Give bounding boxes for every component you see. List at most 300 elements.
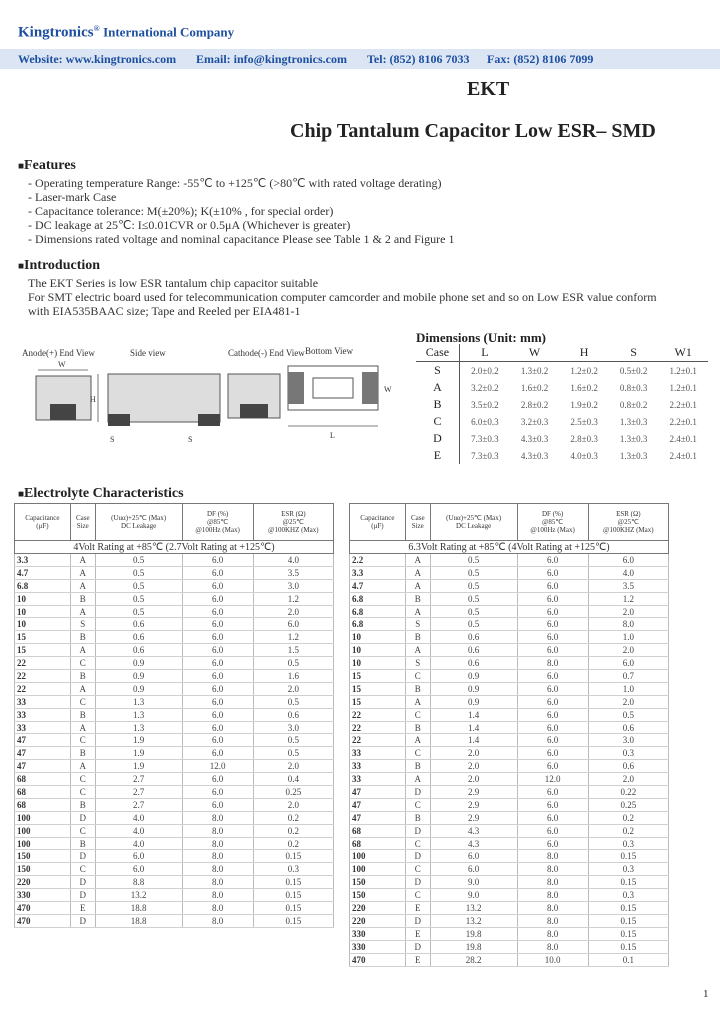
value-cell: 0.5: [95, 592, 182, 605]
value-cell: B: [405, 760, 430, 773]
value-cell: 6.0: [517, 837, 588, 850]
value-cell: 1.2: [588, 592, 668, 605]
intro-line: The EKT Series is low ESR tantalum chip capacitor suitable: [28, 276, 319, 290]
ec-header-line: @100KHZ (Max): [268, 526, 319, 534]
table-row: [15, 876, 334, 889]
svg-text:W: W: [384, 385, 392, 394]
value-cell: C: [405, 863, 430, 876]
table-row: [350, 760, 669, 773]
value-cell: 1.4: [430, 734, 517, 747]
dim-case: A: [416, 379, 459, 396]
value-cell: 6.0: [182, 798, 253, 811]
value-cell: 1.0: [588, 682, 668, 695]
value-cell: 0.9: [95, 657, 182, 670]
cap-cell: 68: [350, 837, 406, 850]
brand-name: Kingtronics: [18, 24, 94, 41]
cap-cell: 150: [350, 876, 406, 889]
dim-value: 2.2±0.1: [669, 416, 697, 427]
value-cell: 6.0: [430, 850, 517, 863]
dim-value: 1.3±0.2: [520, 365, 549, 376]
ec-header-line: (Uuα)+25℃ (Max): [446, 514, 502, 522]
value-cell: 6.0: [182, 554, 253, 567]
value-cell: 1.3: [95, 721, 182, 734]
value-cell: 1.4: [430, 721, 517, 734]
feature-item: - DC leakage at 25℃: I≤0.01CVR or 0.5μA (Whichever is greater): [28, 218, 351, 232]
value-cell: E: [405, 927, 430, 940]
value-cell: 13.2: [430, 914, 517, 927]
cap-cell: 470: [15, 914, 71, 927]
value-cell: 8.0: [182, 824, 253, 837]
table-row: [350, 747, 669, 760]
dim-value: 3.2±0.3: [520, 416, 549, 427]
value-cell: 0.5: [430, 605, 517, 618]
feature-item: - Laser-mark Case: [28, 190, 117, 204]
value-cell: 6.0: [517, 682, 588, 695]
value-cell: 6.0: [182, 708, 253, 721]
ec-header: [95, 504, 182, 541]
value-cell: 0.3: [588, 837, 668, 850]
dim-row: [416, 447, 708, 464]
value-cell: S: [405, 618, 430, 631]
value-cell: 2.0: [588, 644, 668, 657]
cap-cell: 100: [15, 837, 71, 850]
value-cell: 6.0: [95, 850, 182, 863]
table-row: [350, 953, 669, 966]
ec-header-line: (Uuα)+25℃ (Max): [111, 514, 167, 522]
ec-header-line: @25℃: [282, 518, 304, 526]
cap-cell: 33: [350, 760, 406, 773]
table-row: [15, 618, 334, 631]
email-link[interactable]: Email: info@kingtronics.com: [196, 52, 347, 66]
value-cell: 6.0: [517, 786, 588, 799]
dim-value: 2.4±0.1: [669, 450, 697, 461]
value-cell: 6.0: [182, 631, 253, 644]
table-row: [350, 798, 669, 811]
ec-header-line: @100Hz (Max): [530, 526, 575, 534]
dim-case: S: [416, 362, 459, 380]
table-row: [350, 579, 669, 592]
value-cell: 4.0: [95, 837, 182, 850]
cap-cell: 100: [15, 824, 71, 837]
value-cell: 8.0: [182, 811, 253, 824]
value-cell: 0.6: [588, 721, 668, 734]
dim-value: 7.3±0.3: [471, 450, 499, 461]
value-cell: 1.3: [95, 708, 182, 721]
value-cell: 6.0: [182, 566, 253, 579]
value-cell: 8.0: [517, 940, 588, 953]
value-cell: 6.0: [182, 734, 253, 747]
rating-label: 4Volt Rating at +85℃ (2.7Volt Rating at +125℃): [15, 541, 334, 554]
dim-value: 1.3±0.3: [619, 450, 648, 461]
cap-cell: 33: [350, 747, 406, 760]
value-cell: B: [70, 747, 95, 760]
value-cell: C: [70, 863, 95, 876]
value-cell: 6.0: [182, 670, 253, 683]
value-cell: A: [70, 644, 95, 657]
table-row: [350, 773, 669, 786]
cap-cell: 68: [15, 786, 71, 799]
value-cell: 3.5: [588, 579, 668, 592]
dim-value: 2.8±0.3: [570, 433, 598, 444]
table-row: [350, 554, 669, 567]
dim-row: [416, 396, 708, 413]
table-row: [15, 837, 334, 850]
table-row: [350, 889, 669, 902]
value-cell: 0.9: [95, 670, 182, 683]
dim-value: 4.3±0.3: [520, 433, 549, 444]
cap-cell: 4.7: [15, 566, 71, 579]
table-row: [350, 618, 669, 631]
value-cell: 13.2: [430, 902, 517, 915]
cap-cell: 10: [350, 631, 406, 644]
value-cell: B: [70, 798, 95, 811]
cap-cell: 6.8: [15, 579, 71, 592]
value-cell: A: [405, 554, 430, 567]
cap-cell: 47: [15, 760, 71, 773]
value-cell: 4.0: [95, 811, 182, 824]
value-cell: 6.0: [517, 618, 588, 631]
value-cell: 13.2: [95, 889, 182, 902]
value-cell: 6.0: [182, 682, 253, 695]
rating-row: [15, 541, 334, 554]
value-cell: 8.0: [517, 863, 588, 876]
value-cell: 4.0: [95, 824, 182, 837]
value-cell: 8.0: [517, 914, 588, 927]
ec-header: [15, 504, 71, 541]
dim-row: [416, 413, 708, 430]
cap-cell: 6.8: [350, 592, 406, 605]
value-cell: 4.0: [588, 566, 668, 579]
dim-header: H: [559, 344, 609, 362]
svg-text:S: S: [110, 435, 115, 444]
value-cell: A: [405, 644, 430, 657]
ec-header-line: DC Leakage: [456, 522, 492, 530]
table-row: [350, 592, 669, 605]
value-cell: 0.6: [430, 644, 517, 657]
table-row: [350, 657, 669, 670]
value-cell: 0.15: [253, 876, 333, 889]
table-row: [15, 605, 334, 618]
value-cell: 0.3: [588, 747, 668, 760]
cap-cell: 100: [350, 863, 406, 876]
value-cell: C: [405, 798, 430, 811]
value-cell: 0.1: [588, 953, 668, 966]
value-cell: 0.6: [430, 657, 517, 670]
table-row: [350, 863, 669, 876]
svg-text:L: L: [330, 431, 335, 440]
table-row: [350, 786, 669, 799]
cap-cell: 6.8: [350, 605, 406, 618]
dim-case: C: [416, 413, 459, 430]
dim-value: 2.8±0.2: [520, 399, 549, 410]
value-cell: 6.0: [517, 605, 588, 618]
cap-cell: 6.8: [350, 618, 406, 631]
value-cell: 0.2: [253, 811, 333, 824]
value-cell: 8.0: [517, 927, 588, 940]
value-cell: C: [70, 773, 95, 786]
value-cell: 0.15: [253, 902, 333, 915]
dimensions-title: Dimensions (Unit: mm): [416, 330, 546, 345]
value-cell: 6.0: [517, 644, 588, 657]
value-cell: 6.0: [517, 721, 588, 734]
dim-row: [416, 362, 708, 380]
value-cell: A: [70, 682, 95, 695]
dim-value: 2.5±0.3: [570, 416, 598, 427]
value-cell: 8.8: [95, 876, 182, 889]
cap-cell: 220: [15, 876, 71, 889]
feature-item: - Operating temperature Range: -55℃ to +125℃ (>80℃ with rated voltage derating): [28, 176, 442, 190]
value-cell: 0.15: [588, 927, 668, 940]
dim-value: 0.8±0.3: [619, 382, 648, 393]
table-row: [15, 682, 334, 695]
value-cell: 0.9: [430, 695, 517, 708]
value-cell: 0.6: [430, 631, 517, 644]
feature-item: - Dimensions rated voltage and nominal capacitance Please see Table 1 & 2 and Figure 1: [28, 232, 455, 246]
cathode-end-view: [228, 374, 280, 418]
value-cell: 1.5: [253, 644, 333, 657]
value-cell: 0.22: [588, 786, 668, 799]
value-cell: 0.2: [253, 837, 333, 850]
value-cell: 2.0: [588, 695, 668, 708]
value-cell: 6.0: [517, 747, 588, 760]
cap-cell: 22: [15, 682, 71, 695]
dim-value: 4.0±0.3: [570, 450, 598, 461]
table-row: [350, 708, 669, 721]
value-cell: 4.3: [430, 824, 517, 837]
dimensions-table: [416, 344, 708, 464]
cap-cell: 33: [350, 773, 406, 786]
value-cell: 4.0: [253, 554, 333, 567]
value-cell: 6.0: [182, 721, 253, 734]
value-cell: 0.25: [588, 798, 668, 811]
value-cell: 3.5: [253, 566, 333, 579]
value-cell: D: [70, 914, 95, 927]
value-cell: 19.8: [430, 927, 517, 940]
value-cell: 8.0: [517, 850, 588, 863]
ec-header-line: Size: [411, 522, 424, 530]
value-cell: 0.3: [588, 863, 668, 876]
cap-cell: 150: [15, 863, 71, 876]
table-row: [350, 876, 669, 889]
table-row: [15, 566, 334, 579]
value-cell: 1.4: [430, 708, 517, 721]
value-cell: 2.0: [253, 798, 333, 811]
table-row: [15, 798, 334, 811]
value-cell: 0.9: [430, 670, 517, 683]
dim-case: B: [416, 396, 459, 413]
table-row: [15, 670, 334, 683]
value-cell: S: [70, 618, 95, 631]
cap-cell: 220: [350, 914, 406, 927]
value-cell: A: [405, 695, 430, 708]
table-row: [15, 734, 334, 747]
value-cell: B: [405, 592, 430, 605]
value-cell: D: [70, 876, 95, 889]
value-cell: 6.0: [517, 695, 588, 708]
table-row: [350, 644, 669, 657]
value-cell: C: [405, 747, 430, 760]
table-row: [350, 850, 669, 863]
ec-header-line: ESR (Ω): [616, 510, 641, 518]
features-list: [28, 176, 454, 246]
value-cell: 0.25: [253, 786, 333, 799]
value-cell: 2.0: [430, 773, 517, 786]
product-title: Chip Tantalum Capacitor Low ESR– SMD: [290, 120, 656, 142]
value-cell: 6.0: [182, 657, 253, 670]
ec-header-line: Size: [76, 522, 89, 530]
table-row: [15, 721, 334, 734]
ec-header: [253, 504, 333, 541]
electrolyte-table-right: [349, 503, 669, 967]
value-cell: 0.15: [588, 902, 668, 915]
cap-cell: 15: [350, 682, 406, 695]
value-cell: 6.0: [430, 863, 517, 876]
ec-header-line: (μF): [371, 522, 384, 530]
value-cell: 0.9: [430, 682, 517, 695]
value-cell: 6.0: [517, 734, 588, 747]
value-cell: B: [70, 708, 95, 721]
cap-cell: 470: [350, 953, 406, 966]
cap-cell: 150: [350, 889, 406, 902]
cap-cell: 100: [350, 850, 406, 863]
table-row: [15, 811, 334, 824]
value-cell: 0.15: [588, 914, 668, 927]
page-header: [0, 0, 720, 68]
value-cell: 0.5: [430, 618, 517, 631]
electrolyte-table-left: [14, 503, 334, 928]
table-row: [350, 902, 669, 915]
value-cell: 12.0: [517, 773, 588, 786]
dim-case: E: [416, 447, 459, 464]
feature-item: - Capacitance tolerance: M(±20%); K(±10% , for special order): [28, 204, 334, 218]
ec-header: [517, 504, 588, 541]
value-cell: 8.0: [182, 914, 253, 927]
dim-value: 2.2±0.1: [669, 399, 697, 410]
value-cell: A: [405, 773, 430, 786]
value-cell: 1.9: [95, 734, 182, 747]
value-cell: 18.8: [95, 914, 182, 927]
dim-value: 1.2±0.1: [669, 365, 697, 376]
cap-cell: 33: [15, 695, 71, 708]
table-row: [15, 631, 334, 644]
dim-value: 2.0±0.2: [471, 365, 499, 376]
table-row: [350, 682, 669, 695]
side-label: Side view: [130, 348, 166, 358]
value-cell: 6.0: [182, 747, 253, 760]
ec-header-line: @100KHZ (Max): [603, 526, 654, 534]
table-row: [15, 850, 334, 863]
table-row: [350, 631, 669, 644]
cap-cell: 68: [15, 773, 71, 786]
value-cell: C: [70, 657, 95, 670]
value-cell: 0.15: [588, 940, 668, 953]
value-cell: 2.7: [95, 786, 182, 799]
value-cell: 6.0: [517, 566, 588, 579]
table-row: [15, 708, 334, 721]
value-cell: 6.0: [182, 579, 253, 592]
cap-cell: 10: [15, 618, 71, 631]
value-cell: C: [70, 786, 95, 799]
value-cell: 2.0: [253, 760, 333, 773]
table-row: [15, 760, 334, 773]
value-cell: 0.15: [253, 889, 333, 902]
capacitor-outline-diagram: [18, 342, 398, 462]
value-cell: 2.0: [588, 773, 668, 786]
website-link[interactable]: Website: www.kingtronics.com: [18, 52, 177, 66]
dim-value: 2.4±0.1: [669, 433, 697, 444]
value-cell: 4.3: [430, 837, 517, 850]
value-cell: 6.0: [517, 798, 588, 811]
cap-cell: 10: [350, 657, 406, 670]
value-cell: 0.5: [430, 554, 517, 567]
value-cell: A: [405, 734, 430, 747]
value-cell: 1.2: [253, 592, 333, 605]
ec-header-line: DF (%): [542, 510, 564, 518]
cap-cell: 15: [15, 631, 71, 644]
value-cell: 0.7: [588, 670, 668, 683]
ec-header-line: Case: [410, 514, 425, 522]
value-cell: 3.0: [588, 734, 668, 747]
cap-cell: 330: [350, 927, 406, 940]
brand-logo: [18, 24, 234, 42]
dim-row: [416, 379, 708, 396]
brand-tail: International Company: [103, 24, 235, 40]
value-cell: 10.0: [517, 953, 588, 966]
dim-header: W: [510, 344, 560, 362]
value-cell: 6.0: [182, 644, 253, 657]
value-cell: 6.0: [95, 863, 182, 876]
value-cell: D: [405, 850, 430, 863]
value-cell: 6.0: [517, 708, 588, 721]
cap-cell: 33: [15, 721, 71, 734]
table-row: [350, 940, 669, 953]
value-cell: D: [70, 850, 95, 863]
value-cell: A: [405, 579, 430, 592]
value-cell: D: [405, 824, 430, 837]
value-cell: 2.9: [430, 786, 517, 799]
value-cell: 8.0: [517, 902, 588, 915]
value-cell: D: [405, 786, 430, 799]
value-cell: 28.2: [430, 953, 517, 966]
value-cell: 0.5: [95, 566, 182, 579]
rating-row: [350, 541, 669, 554]
value-cell: 8.0: [182, 876, 253, 889]
table-row: [15, 592, 334, 605]
value-cell: 8.0: [588, 618, 668, 631]
cap-cell: 330: [350, 940, 406, 953]
ec-header: [182, 504, 253, 541]
dim-value: 7.3±0.3: [471, 433, 499, 444]
value-cell: 0.2: [588, 811, 668, 824]
value-cell: A: [405, 566, 430, 579]
cap-cell: 22: [350, 721, 406, 734]
table-row: [350, 566, 669, 579]
value-cell: 2.0: [253, 682, 333, 695]
table-row: [350, 927, 669, 940]
tel-text: Tel: (852) 8106 7033: [367, 52, 470, 66]
bottom-view: [288, 366, 392, 440]
page-number: 1: [703, 988, 709, 1000]
value-cell: 6.0: [182, 605, 253, 618]
ec-header-line: @25℃: [617, 518, 639, 526]
table-row: [15, 657, 334, 670]
value-cell: S: [405, 657, 430, 670]
value-cell: 6.0: [182, 695, 253, 708]
value-cell: 8.0: [182, 889, 253, 902]
value-cell: A: [70, 760, 95, 773]
fax-text: Fax: (852) 8106 7099: [487, 52, 594, 66]
cap-cell: 10: [350, 644, 406, 657]
